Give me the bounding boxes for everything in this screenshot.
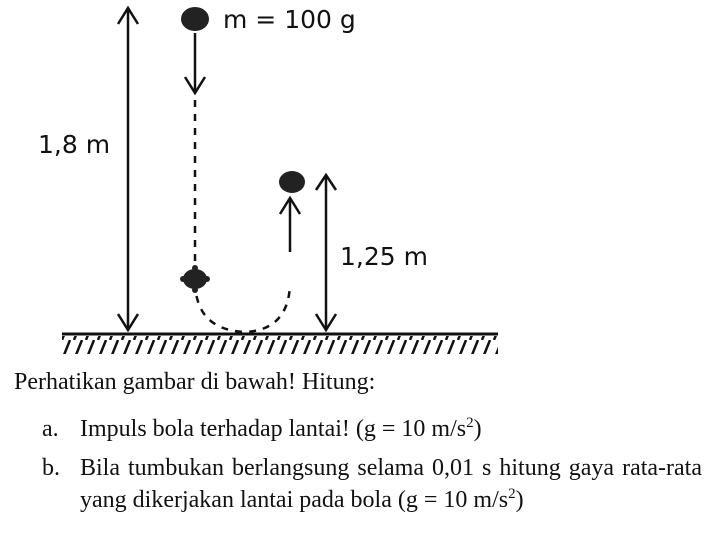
- ball-impact: [180, 265, 210, 293]
- question-b: [42, 452, 702, 513]
- rise-direction-arrow: [280, 198, 300, 252]
- ball-start: [181, 7, 209, 31]
- fall-direction-arrow: [185, 33, 205, 93]
- question-a-letter: a.: [42, 416, 59, 442]
- mass-label: m = 100 g: [223, 5, 356, 34]
- question-b-body: [80, 452, 702, 516]
- height-bounce-arrow: [316, 175, 336, 330]
- height-drop-arrow: [118, 8, 138, 330]
- question-b-letter: b.: [42, 455, 60, 481]
- height-bounce-label: 1,25 m: [340, 242, 428, 271]
- height-drop-label: 1,8 m: [38, 130, 111, 159]
- question-b-text: Bila tumbukan berlangsung selama 0,01 s hitung gaya rata-rata yang dikerjakan lantai pada bola (g = 10 m/s: [80, 455, 702, 513]
- floor: [62, 334, 498, 354]
- question-intro: Perhatikan gambar di bawah! Hitung:: [14, 369, 376, 395]
- ball-trajectory: [195, 100, 290, 332]
- question-a-tail: ): [473, 416, 482, 442]
- question-b-tail: ): [515, 487, 524, 513]
- question-a: [42, 413, 482, 445]
- ball-bounce-top: [279, 171, 305, 193]
- question-b-exponent: 2: [508, 486, 516, 502]
- question-a-exponent: 2: [466, 415, 474, 431]
- question-a-text: Impuls bola terhadap lantai! (g = 10 m/s: [80, 416, 467, 442]
